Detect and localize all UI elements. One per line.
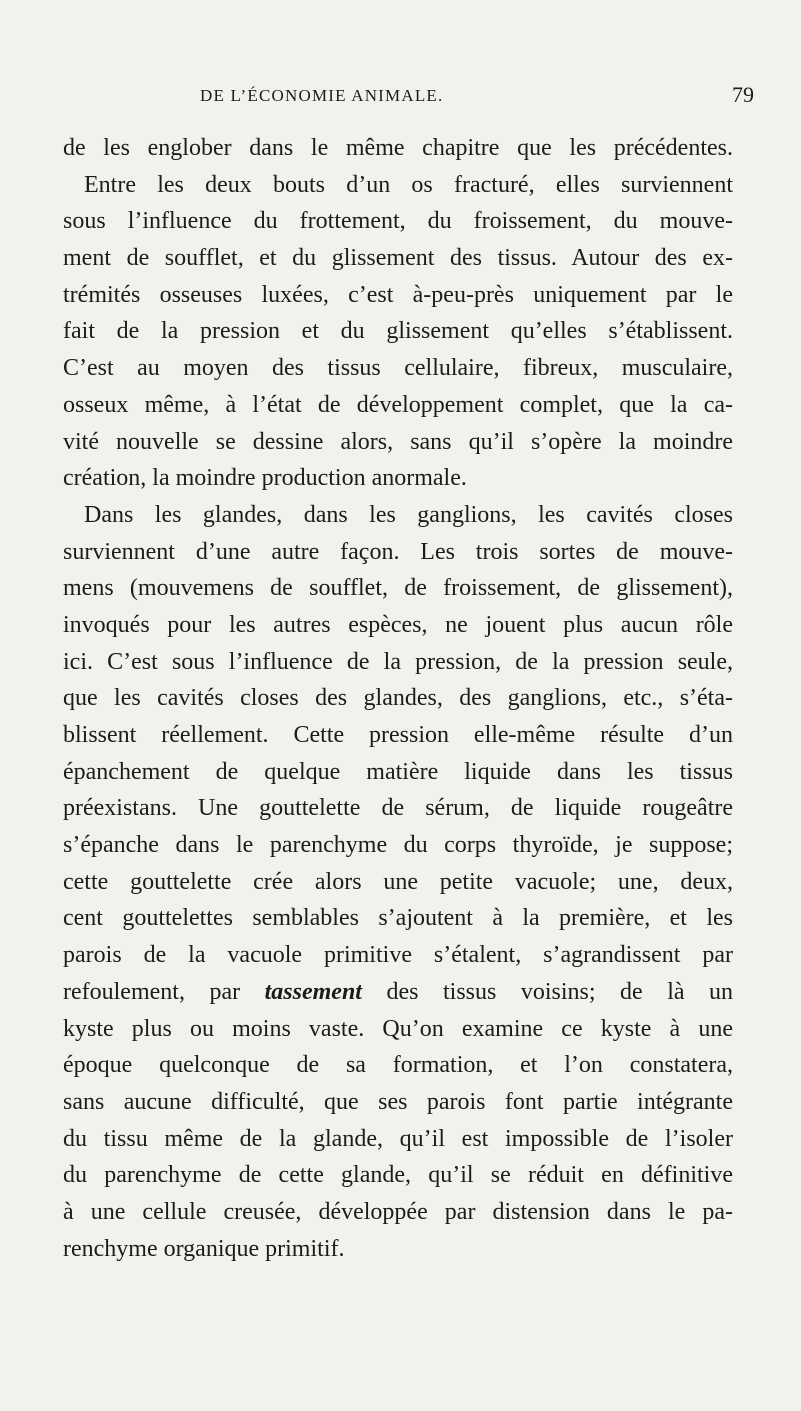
text-line: épanchement de quelque matière liquide dans les tissus (63, 758, 733, 785)
text-segment: des tissus voisins; de là un (386, 978, 734, 1005)
page-number: 79 (732, 82, 754, 107)
text-line: de les englober dans le même chapitre que les précédentes. (63, 135, 733, 161)
text-line: mens (mouvemens de soufflet, de froissement, de glissement), (63, 575, 733, 602)
text-line: sans aucune difficulté, que ses parois font partie intégrante (63, 1088, 733, 1115)
page-header (0, 82, 801, 116)
text-line: parois de la vacuole primitive s’étalent, s’agrandissent par (63, 942, 733, 969)
text-line: trémités osseuses luxées, c’est à-peu-près uniquement par le (63, 281, 733, 308)
running-head: DE L’ÉCONOMIE ANIMALE. (200, 86, 444, 105)
text-line: invoqués pour les autres espèces, ne jouent plus aucun rôle (63, 611, 733, 638)
text-line: préexistans. Une gouttelette de sérum, de liquide rougeâtre (63, 795, 733, 822)
text-line: surviennent d’une autre façon. Les trois sortes de mouve- (63, 538, 733, 565)
text-line: création, la moindre production anormale. (63, 465, 467, 492)
text-line: époque quelconque de sa formation, et l’on constatera, (63, 1052, 733, 1079)
text-line: Dans les glandes, dans les ganglions, les cavités closes (84, 501, 733, 528)
text-line: renchyme organique primitif. (63, 1235, 345, 1262)
body-text (63, 130, 733, 1267)
text-line: fait de la pression et du glissement qu’elles s’établissent. (63, 318, 733, 345)
text-line: s’épanche dans le parenchyme du corps thyroïde, je suppose; (63, 832, 733, 859)
text-line: du parenchyme de cette glande, qu’il se réduit en définitive (63, 1162, 733, 1189)
text-line: cette gouttelette crée alors une petite vacuole; une, deux, (63, 868, 733, 895)
text-line: ici. C’est sous l’influence de la pression, de la pression seule, (63, 648, 733, 675)
text-line: que les cavités closes des glandes, des ganglions, etc., s’éta- (63, 685, 733, 712)
emphasized-word: tassement (264, 978, 362, 1005)
text-line: C’est au moyen des tissus cellulaire, fibreux, musculaire, (63, 355, 733, 382)
text-line: blissent réellement. Cette pression elle-même résulte d’un (63, 722, 733, 748)
text-line-with-emphasis (63, 974, 733, 1011)
text-line: sous l’influence du frottement, du froissement, du mouve- (63, 208, 733, 235)
text-segment: refoulement, par (63, 978, 241, 1005)
text-line: Entre les deux bouts d’un os fracturé, elles surviennent (84, 171, 733, 198)
text-line: vité nouvelle se dessine alors, sans qu’il s’opère la moindre (63, 428, 733, 455)
text-line: ment de soufflet, et du glissement des tissus. Autour des ex- (63, 245, 733, 272)
text-line: osseux même, à l’état de développement complet, que la ca- (63, 391, 733, 418)
text-line: cent gouttelettes semblables s’ajoutent à la première, et les (63, 905, 733, 932)
text-line: du tissu même de la glande, qu’il est impossible de l’isoler (63, 1125, 733, 1152)
text-line: à une cellule creusée, développée par distension dans le pa- (63, 1198, 733, 1225)
text-line: kyste plus ou moins vaste. Qu’on examine ce kyste à une (63, 1015, 733, 1042)
